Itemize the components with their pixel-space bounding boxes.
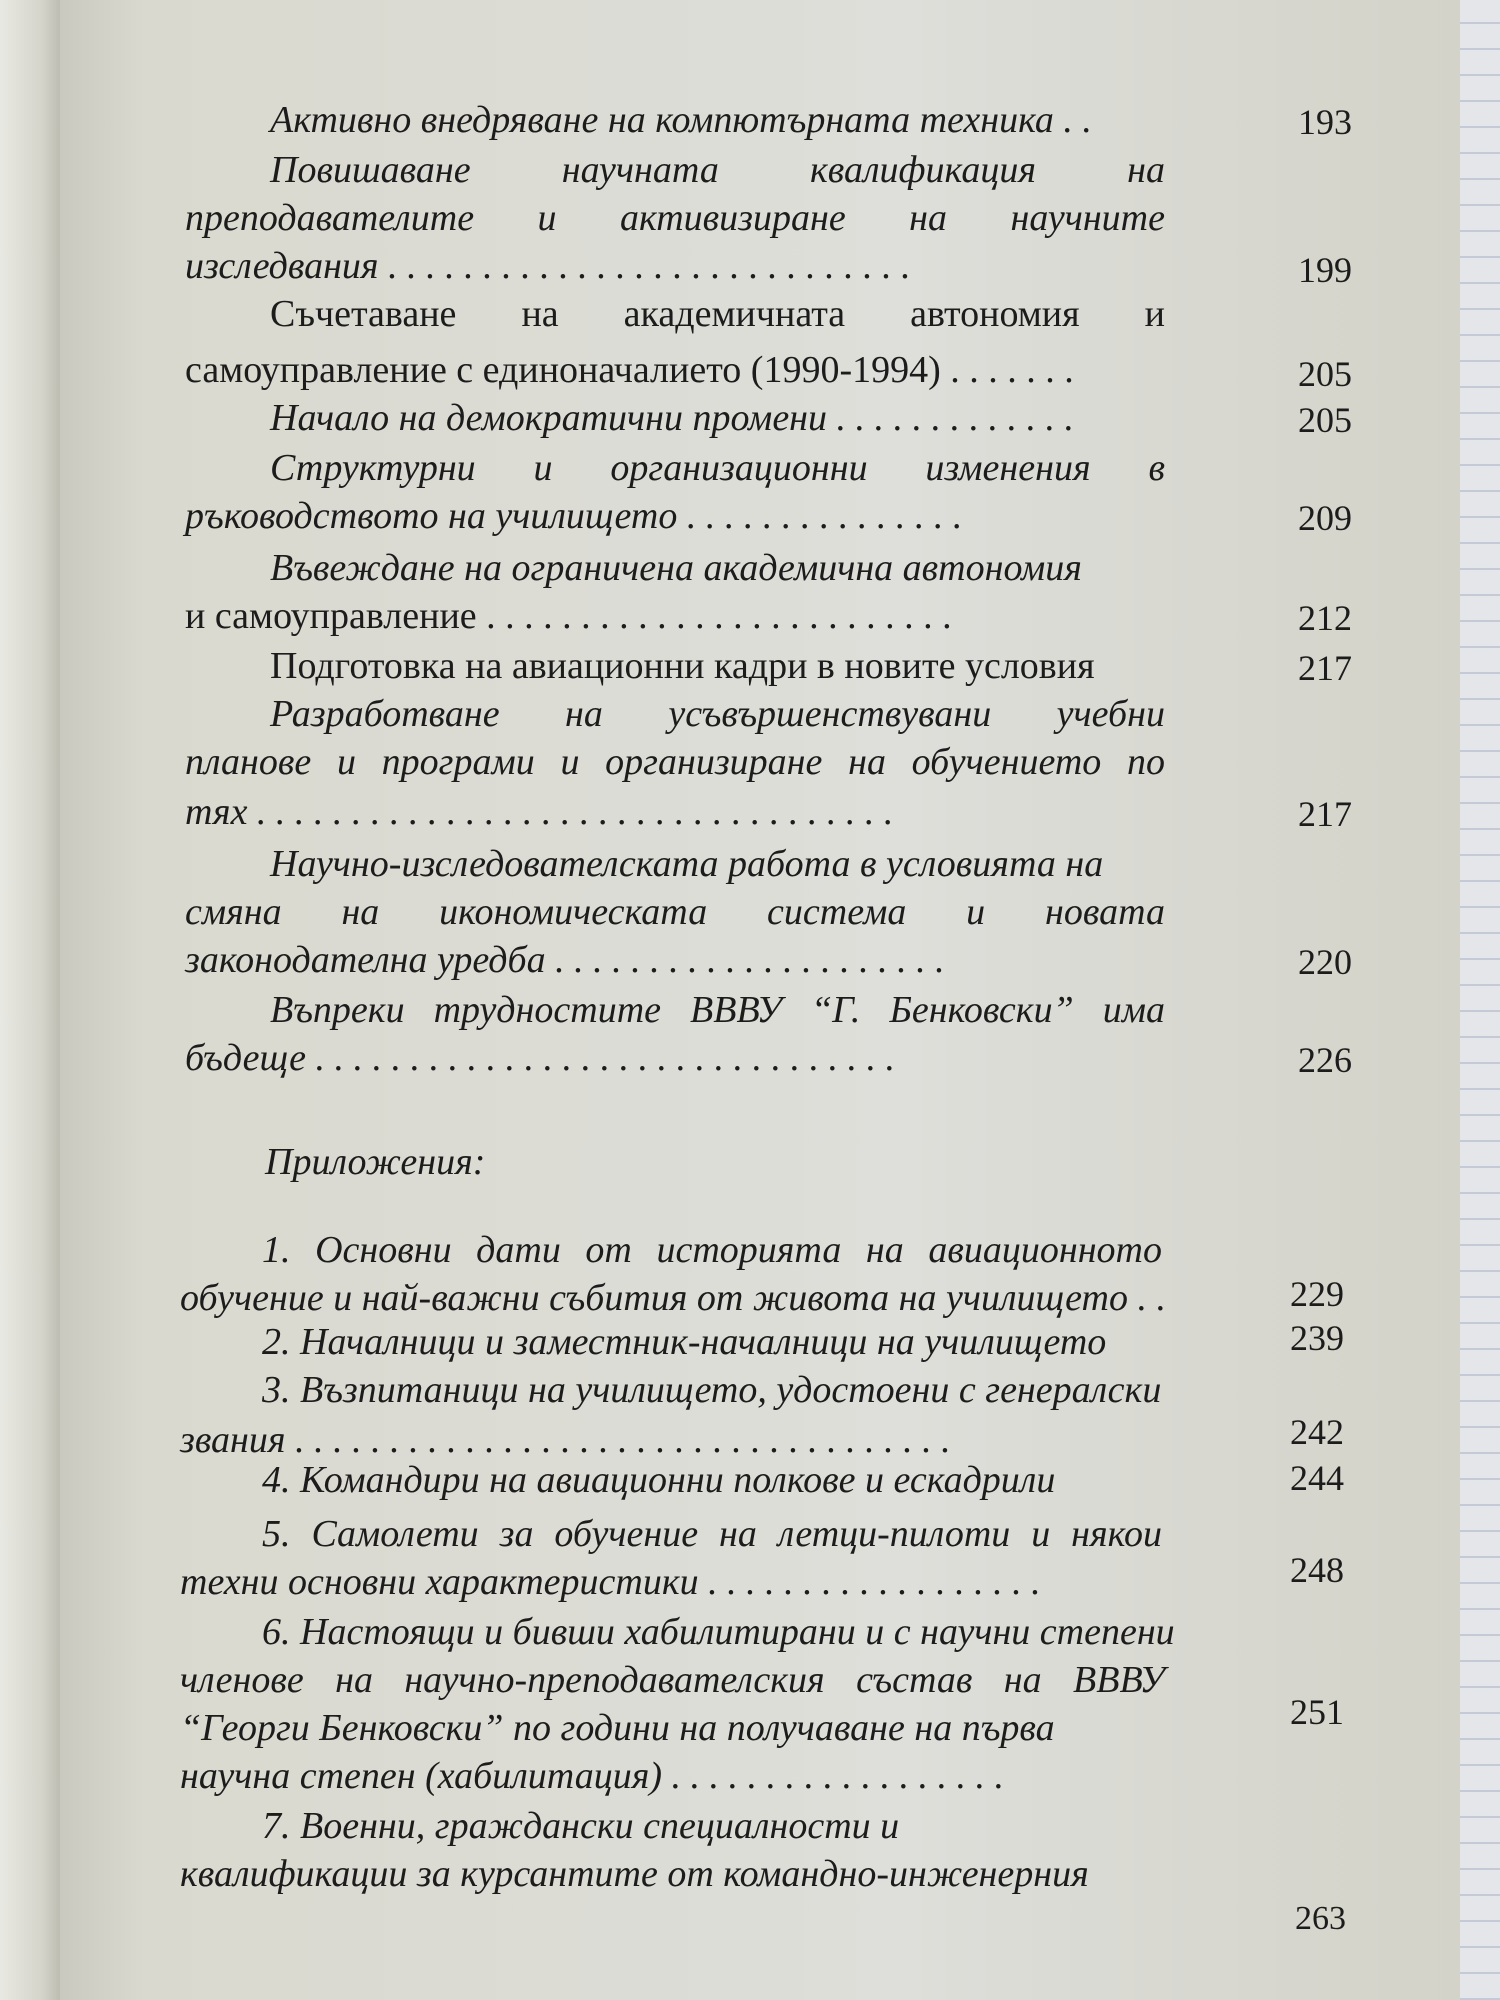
appendix-heading: Приложения:: [265, 1141, 486, 1183]
toc-entry-line: преподавателите и активизиране на научните: [185, 197, 1165, 239]
appendix-entry-line: “Георги Бенковски” по години на получаване на първа: [180, 1707, 1055, 1749]
toc-entry-line: Начало на демократични промени . . . . . . . . . . . . .: [270, 397, 1075, 439]
toc-entry-line: Разработване на усъвършенствувани учебни: [270, 693, 1165, 735]
toc-page-number: 212: [1298, 598, 1352, 638]
appendix-entry-line: 5. Самолети за обучение на летци-пилоти и някои: [262, 1513, 1162, 1555]
toc-entry-line: Активно внедряване на компютърната техника . .: [270, 99, 1092, 141]
toc-entry-line: бъдеще . . . . . . . . . . . . . . . . . . . . . . . . . . . . . . .: [185, 1037, 895, 1079]
toc-page-number: 205: [1298, 400, 1352, 440]
toc-page-number: 205: [1298, 354, 1352, 394]
toc-entry-line: Повишаване научната квалификация на: [270, 149, 1165, 191]
appendix-page-number: 229: [1290, 1274, 1344, 1314]
toc-entry-line: законодателна уредба . . . . . . . . . . . . . . . . . . . . .: [185, 939, 945, 981]
appendix-entry-line: обучение и най-важни събития от живота на училището . .: [180, 1277, 1166, 1319]
toc-entry-line: Въвеждане на ограничена академична автономия: [270, 547, 1082, 589]
appendix-page-number: 239: [1290, 1318, 1344, 1358]
toc-entry-line: Подготовка на авиационни кадри в новите условия: [270, 645, 1095, 687]
toc-entry-line: ръководството на училището . . . . . . . . . . . . . . .: [185, 495, 963, 537]
toc-page-number: 199: [1298, 250, 1352, 290]
appendix-page-number: 244: [1290, 1458, 1344, 1498]
appendix-entry-line: 7. Военни, граждански специалности и: [262, 1805, 900, 1847]
toc-entry-line: планове и програми и организиране на обучението по: [185, 741, 1165, 783]
appendix-entry-line: техни основни характеристики . . . . . . . . . . . . . . . . . .: [180, 1561, 1041, 1603]
toc-page-number: 217: [1298, 648, 1352, 688]
appendix-entry-line: 6. Настоящи и бивши хабилитирани и с научни степени: [262, 1611, 1175, 1653]
toc-entry-line: изследвания . . . . . . . . . . . . . . . . . . . . . . . . . . . .: [185, 245, 911, 287]
toc-page-number: 220: [1298, 942, 1352, 982]
toc-entry-line: Въпреки трудностите ВВВУ “Г. Бенковски” има: [270, 989, 1165, 1031]
appendix-page-number: 242: [1290, 1412, 1344, 1452]
toc-entry-line: и самоуправление . . . . . . . . . . . . . . . . . . . . . . . . .: [185, 595, 952, 637]
toc-page-number: 217: [1298, 794, 1352, 834]
appendix-entry-line: 4. Командири на авиационни полкове и ескадрили: [262, 1459, 1056, 1501]
appendix-page-number: 251: [1290, 1692, 1344, 1732]
appendix-entry-line: 3. Възпитаници на училището, удостоени с генералски: [262, 1369, 1162, 1411]
appendix-entry-line: квалификации за курсантите от командно-инженерния: [180, 1853, 1089, 1895]
toc-entry-line: смяна на икономическата система и новата: [185, 891, 1165, 933]
toc-page-number: 209: [1298, 498, 1352, 538]
appendix-entry-line: научна степен (хабилитация) . . . . . . . . . . . . . . . . . .: [180, 1755, 1005, 1797]
toc-entry-line: Научно-изследователската работа в условията на: [270, 843, 1104, 885]
toc-entry-line: Съчетаване на академичната автономия и: [270, 293, 1165, 335]
toc-entry-line: самоуправление с единоначалието (1990-1994) . . . . . . .: [185, 349, 1074, 391]
toc-entry-line: тях . . . . . . . . . . . . . . . . . . . . . . . . . . . . . . . . . .: [185, 791, 894, 833]
toc-page-number: 226: [1298, 1040, 1352, 1080]
appendix-entry-line: 2. Началници и заместник-началници на училището: [262, 1321, 1107, 1363]
appendix-page-number: 248: [1290, 1550, 1344, 1590]
toc-entry-line: Структурни и организационни изменения в: [270, 447, 1165, 489]
appendix-entry-line: 1. Основни дати от историята на авиационното: [262, 1229, 1162, 1271]
page-number: 263: [1295, 1900, 1346, 1937]
toc-page-number: 193: [1298, 102, 1352, 142]
appendix-entry-line: звания . . . . . . . . . . . . . . . . . . . . . . . . . . . . . . . . . . .: [180, 1419, 951, 1461]
appendix-entry-line: членове на научно-преподавателския състав на ВВВУ: [180, 1659, 1165, 1701]
